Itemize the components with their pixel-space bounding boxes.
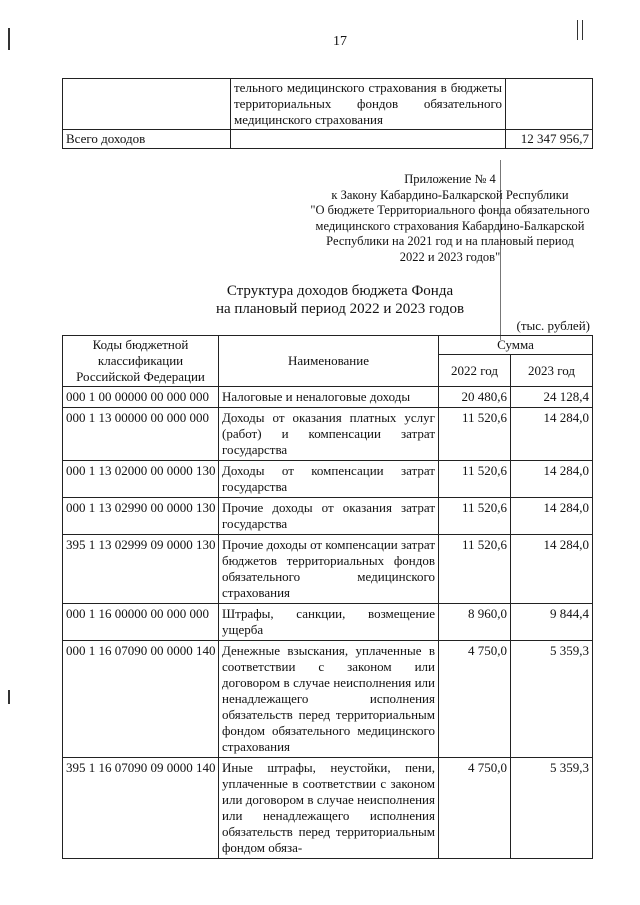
row-code: 000 1 00 00000 00 000 000 [63, 387, 219, 408]
title-line: Структура доходов бюджета Фонда [226, 283, 454, 299]
units-label: (тыс. рублей) [516, 318, 590, 333]
row-name: Доходы от компенсации затрат государства [219, 461, 439, 498]
row-value-2022: 11 520,6 [439, 408, 511, 461]
row-name: тельного медицинского страхования в бюджеты территориальных фондов обязательного медицинского страхования [231, 79, 506, 130]
document-title [0, 282, 640, 318]
row-value-2022: 20 480,6 [439, 387, 511, 408]
header-2022: 2022 год [439, 355, 511, 387]
row-code: 000 1 16 00000 00 000 000 [63, 604, 219, 641]
top-table [62, 78, 593, 149]
appendix-line: к Закону Кабардино-Балкарской Республики [331, 187, 569, 202]
row-value-2023: 9 844,4 [511, 604, 593, 641]
header-codes: Коды бюджетной классификации Российской Федерации [63, 336, 219, 387]
row-code: 395 1 16 07090 09 0000 140 [63, 758, 219, 859]
row-code: 000 1 13 02000 00 0000 130 [63, 461, 219, 498]
appendix-header [250, 172, 640, 265]
header-sum: Сумма [439, 336, 593, 355]
row-name: Налоговые и неналоговые доходы [219, 387, 439, 408]
table-row [63, 758, 593, 859]
row-value-2022: 8 960,0 [439, 604, 511, 641]
page-number: 17 [333, 34, 347, 49]
table-row [63, 535, 593, 604]
row-code: 000 1 13 02990 00 0000 130 [63, 498, 219, 535]
row-name: Денежные взыскания, уплаченные в соответствии с законом или договором в случае неисполнения или ненадлежащего исполнения обязательств перед территориальным фондом обязательного медицинского страхования [219, 641, 439, 758]
row-name: Доходы от оказания платных услуг (работ) и компенсации затрат государства [219, 408, 439, 461]
row-value-2022: 11 520,6 [439, 461, 511, 498]
appendix-line: медицинского страхования Кабардино-Балкарской [315, 218, 585, 233]
row-value-2023: 14 284,0 [511, 535, 593, 604]
row-value-2023: 14 284,0 [511, 498, 593, 535]
row-code: 000 1 13 00000 00 000 000 [63, 408, 219, 461]
header-row [63, 336, 593, 355]
total-row [63, 130, 593, 149]
table-row [63, 79, 593, 130]
table-row [63, 641, 593, 758]
row-value-2023: 5 359,3 [511, 758, 593, 859]
row-name: Иные штрафы, неустойки, пени, уплаченные в соответствии с законом или договором в случае неисполнения или ненадлежащего исполнения обязательств перед территориальным фондом обяза- [219, 758, 439, 859]
table-row [63, 408, 593, 461]
total-label: Всего доходов [63, 130, 231, 149]
row-value-2023: 14 284,0 [511, 461, 593, 498]
row-name: Прочие доходы от компенсации затрат бюджетов территориальных фондов обязательного медицинского страхования [219, 535, 439, 604]
table-row [63, 461, 593, 498]
row-value-2023: 14 284,0 [511, 408, 593, 461]
row-code: 000 1 16 07090 00 0000 140 [63, 641, 219, 758]
header-2023: 2023 год [511, 355, 593, 387]
appendix-line: Республики на 2021 год и на плановый период [326, 234, 574, 248]
row-value-2023: 24 128,4 [511, 387, 593, 408]
scan-artifact [8, 690, 10, 704]
appendix-line: Приложение № 4 [404, 172, 496, 186]
header-name: Наименование [219, 336, 439, 387]
row-value-2022: 4 750,0 [439, 758, 511, 859]
row-value-2022: 4 750,0 [439, 641, 511, 758]
appendix-line: 2022 и 2023 годов" [399, 249, 501, 264]
income-table [62, 335, 593, 859]
row-value-2023: 5 359,3 [511, 641, 593, 758]
table-row [63, 498, 593, 535]
title-line: на плановый период 2022 и 2023 годов [215, 301, 465, 317]
total-value: 12 347 956,7 [506, 130, 593, 149]
row-code: 395 1 13 02999 09 0000 130 [63, 535, 219, 604]
row-value-2022: 11 520,6 [439, 535, 511, 604]
table-row [63, 387, 593, 408]
row-name: Штрафы, санкции, возмещение ущерба [219, 604, 439, 641]
appendix-line: "О бюджете Территориального фонда обязательного [310, 203, 590, 217]
table-row [63, 604, 593, 641]
row-value-2022: 11 520,6 [439, 498, 511, 535]
row-name: Прочие доходы от оказания затрат государства [219, 498, 439, 535]
